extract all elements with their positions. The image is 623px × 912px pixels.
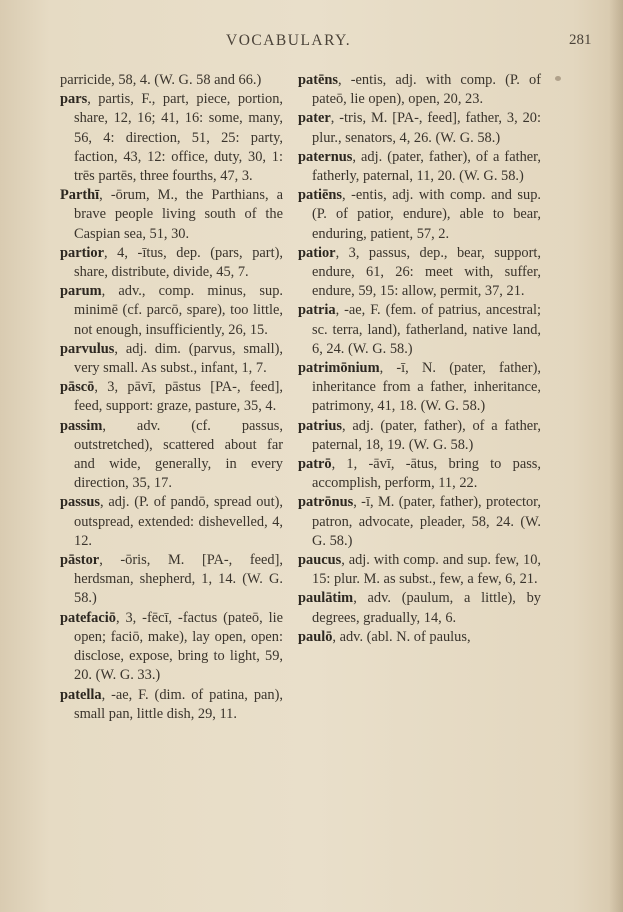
vocab-entry [60, 340, 283, 378]
definition: , 1, -āvī, -ātus, bring to pass, accomplish, perform, 11, 22. [312, 456, 541, 492]
headword: patefaciō [60, 609, 116, 626]
spine-shadow [609, 0, 623, 912]
vocab-entry [60, 686, 283, 724]
definition: , 4, -ītus, dep. (pars, part), share, distribute, divide, 45, 7. [74, 244, 283, 281]
vocab-entry [60, 493, 283, 551]
definition: , -tris, M. [PA-, feed], father, 3, 20: plur., senators, 4, 26. (W. G. 58.) [312, 110, 541, 146]
definition: , adv. (paulum, a little), by degrees, gradually, 14, 6. [312, 590, 541, 626]
definition: , 3, passus, dep., bear, support, endure, 61, 26: meet with, suffer, endure, 59, 15: allow, permit, 37, 21. [312, 244, 541, 300]
headword: partior [60, 244, 104, 261]
headword: paulō [298, 628, 333, 645]
headword: paternus [298, 148, 353, 165]
headword: parvulus [60, 340, 115, 357]
vocab-entry [60, 551, 283, 609]
headword: Parthī [60, 187, 100, 204]
headword: passus [60, 494, 101, 511]
headword: pāstor [60, 552, 100, 569]
vocab-entry [60, 609, 283, 686]
vocab-entry [298, 551, 541, 589]
vocab-entry [298, 109, 541, 147]
headword: patella [60, 686, 102, 703]
headword: passim [60, 417, 103, 434]
definition: , adj. (P. of pandō, spread out), outspread, extended: dishevelled, 4, 12. [74, 494, 283, 549]
definition: , -ī, N. (pater, father), inheritance from a father, inheritance, patrimony, 41, 18. (W. G. 58.) [312, 360, 541, 415]
vocab-entry [298, 417, 541, 455]
headword: paulātim [298, 590, 354, 607]
definition: , -ōrum, M., the Parthians, a brave people living south of the Caspian sea, 51, 30. [74, 187, 283, 242]
definition: , -ae, F. (fem. of patrius, ancestral; sc. terra, land), fatherland, native land, 6, 24. (W. G. 58.) [312, 302, 541, 357]
definition: , partis, F., part, piece, portion, share, 12, 16; 41, 16: some, many, 56, 4: direction, 51, 25: party, faction, 43, 12: office, duty, 30, 1: trēs partēs, three fourths, 47, 3. [74, 91, 283, 185]
headword: patēns [298, 72, 338, 88]
headword: patior [298, 244, 336, 261]
vocab-entry [298, 148, 541, 186]
definition: , adj. (pater, father), of a father, fatherly, paternal, 11, 20. (W. G. 58.) [312, 148, 541, 185]
definition: , -entis, adj. with comp. and sup. (P. of patior, endure), able to bear, enduring, patient, 57, 2. [312, 187, 541, 242]
vocab-entry [298, 628, 541, 647]
headword: patrimōnium [298, 360, 380, 377]
definition: , adv. (cf. passus, outstretched), scattered about far and wide, generally, in every direction, 35, 17. [74, 417, 283, 492]
vocab-entry [60, 186, 283, 244]
definition: , adv. (abl. N. of paulus, [332, 628, 471, 645]
vocab-entry [298, 589, 541, 627]
vocab-entry [298, 71, 541, 109]
definition: , adj. dim. (parvus, small), very small. As subst., infant, 1, 7. [74, 340, 283, 377]
vocab-entry [298, 359, 541, 417]
vocab-entry [298, 301, 541, 359]
page-number: 281 [569, 32, 592, 48]
headword: patrius [298, 417, 342, 434]
vocab-entry [60, 282, 283, 340]
definition: , adv., comp. minus, sup. minimē (cf. parcō, spare), too little, not enough, insufficiently, 26, 15. [74, 283, 283, 338]
running-head: VOCABULARY. [226, 32, 352, 49]
headword: patiēns [298, 187, 342, 204]
headword: pāscō [60, 379, 95, 396]
headword: pars [60, 91, 88, 108]
definition: , adj. (pater, father), of a father, paternal, 18, 19. (W. G. 58.) [312, 417, 541, 453]
vocab-entry [60, 417, 283, 494]
definition: , 3, -fēcī, -factus (pateō, lie open; faciō, make), lay open, open: disclose, expose, bring to light, 59, 20. (W. G. 33.) [74, 609, 283, 684]
definition: , adj. with comp. and sup. few, 10, 15: plur. M. as subst., few, a few, 6, 21. [312, 552, 541, 588]
vocab-entry [60, 71, 283, 90]
vocab-entry [60, 90, 283, 186]
ink-blot [555, 76, 561, 81]
definition: parricide, 58, 4. (W. G. 58 and 66.) [60, 72, 262, 88]
vocab-entry [298, 186, 541, 244]
page-header [0, 32, 623, 54]
definition: , 3, pāvī, pāstus [PA-, feed], feed, support: graze, pasture, 35, 4. [74, 379, 283, 415]
headword: patrō [298, 456, 332, 473]
definition: , -ae, F. (dim. of patina, pan), small pan, little dish, 29, 11. [74, 686, 283, 722]
vocab-entry [298, 455, 541, 493]
vocab-entry [60, 244, 283, 282]
definition: , -ī, M. (pater, father), protector, patron, advocate, pleader, 58, 24. (W. G. 58.) [312, 494, 541, 549]
left-column [60, 71, 283, 724]
headword: patria [298, 302, 336, 319]
headword: pater [298, 110, 331, 127]
vocab-entry [298, 244, 541, 302]
headword: patrōnus [298, 494, 354, 511]
definition: , -ōris, M. [PA-, feed], herdsman, shepherd, 1, 14. (W. G. 58.) [74, 552, 283, 607]
vocab-entry [60, 378, 283, 416]
right-column [298, 71, 541, 647]
definition: , -entis, adj. with comp. (P. of pateō, lie open), open, 20, 23. [312, 72, 541, 108]
vocab-entry [298, 493, 541, 551]
headword: parum [60, 283, 102, 300]
headword: paucus [298, 552, 342, 569]
